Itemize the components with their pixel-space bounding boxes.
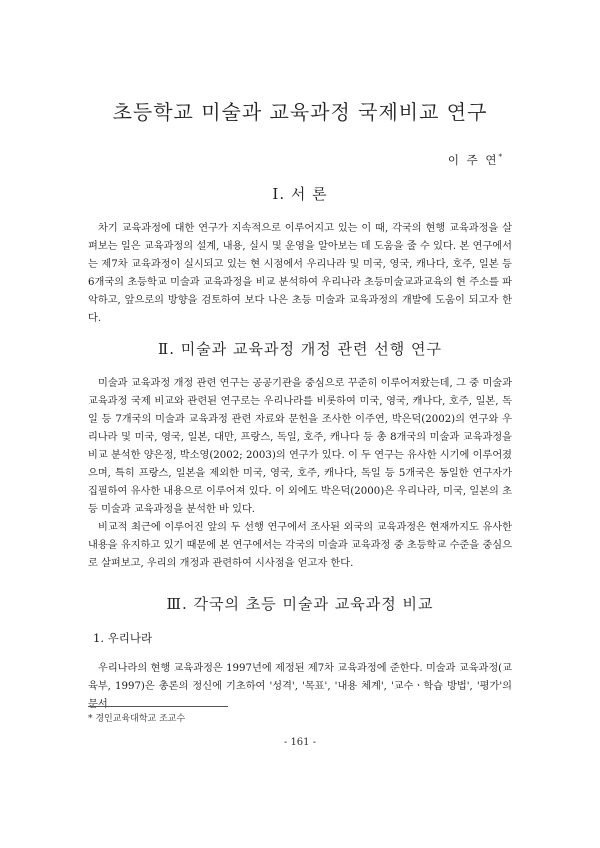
subsection-heading-korea: 1. 우리나라 — [93, 631, 153, 645]
page-number: - 161 - — [283, 737, 317, 748]
footnote-divider — [88, 706, 228, 707]
section-heading-prior-research: Ⅱ. 미술과 교육과정 개정 관련 선행 연구 — [158, 340, 442, 358]
paragraph-korea: 우리나라의 현행 교육과정은 1997년에 제정된 제7차 교육과정에 준한다. 미술과 교육과정(교육부, 1997)은 총론의 정신에 기초하여 '성격', '목표', '내용 체계', '교수ㆍ학습 방법', '평가'의 문서 — [88, 663, 512, 710]
section-heading-comparison: Ⅲ. 각국의 초등 미술과 교육과정 비교 — [166, 595, 434, 613]
section-heading-introduction: Ⅰ. 서 론 — [272, 185, 328, 203]
paragraph-introduction: 차기 교육과정에 대한 연구가 지속적으로 이루어지고 있는 이 때, 각국의 현행 교육과정을 살펴보는 일은 교육과정의 설계, 내용, 실시 및 운영을 알아보는 데 도움을 줄 수 있다. 본 연구에서는 제7차 교육과정이 실시되고 있는 현 시점에서 우리나라 및 미국, 영국, 캐나다, 호주, 일본 등 6개국의 초등학교 미술과 교육과정을 비교 분석하여 우리나라 초등미술교과교육의 현 주소를 파악하고, 앞으로의 방향을 검토하여 보다 나은 초등 미술과 교육과정의 개발에 도움이 되고자 한다. — [88, 223, 512, 324]
paper-title: 초등학교 미술과 교육과정 국제비교 연구 — [112, 100, 488, 124]
author-footnote-mark: * — [498, 153, 502, 162]
footnote-affiliation: * 경인교육대학교 조교수 — [88, 714, 186, 724]
author-line — [448, 152, 502, 168]
paragraph-prior-research-2: 비교적 최근에 이루어진 앞의 두 선행 연구에서 조사된 외국의 교육과정은 현재까지도 유사한 내용을 유지하고 있기 때문에 본 연구에서는 각국의 미술과 교육과정 중 초등학교 수준을 중심으로 살펴보고, 우리의 개정과 관련하여 시사점을 얻고자 한다. — [88, 522, 512, 569]
author-name: 이 주 연 — [447, 153, 499, 167]
paragraph-prior-research-1: 미술과 교육과정 개정 관련 연구는 공공기관을 중심으로 꾸준히 이루어져왔는데, 그 중 미술과 교육과정 국제 비교와 관련된 연구로는 우리나라를 비롯하여 미국, 영국, 캐나다, 호주, 일본, 독일 등 7개국의 미술과 교육과정 관련 자료와 문헌을 조사한 이주연, 박은덕(2002)의 연구와 우리나라 및 미국, 영국, 일본, 대만, 프랑스, 독일, 호주, 캐나다 등 총 8개국의 미술과 교육과정을 비교 분석한 양은정, 박소영(2002; 2003)의 연구가 있다. 이 두 연구는 유사한 시기에 이루어졌으며, 특히 프랑스, 일본을 제외한 미국, 영국, 호주, 캐나다, 독일 등 5개국은 동일한 연구자가 집필하여 유사한 내용으로 이루어져 있다. 이 외에도 박은덕(2000)은 우리나라, 미국, 일본의 초등 미술과 교육과정을 분석한 바 있다. — [88, 378, 512, 515]
